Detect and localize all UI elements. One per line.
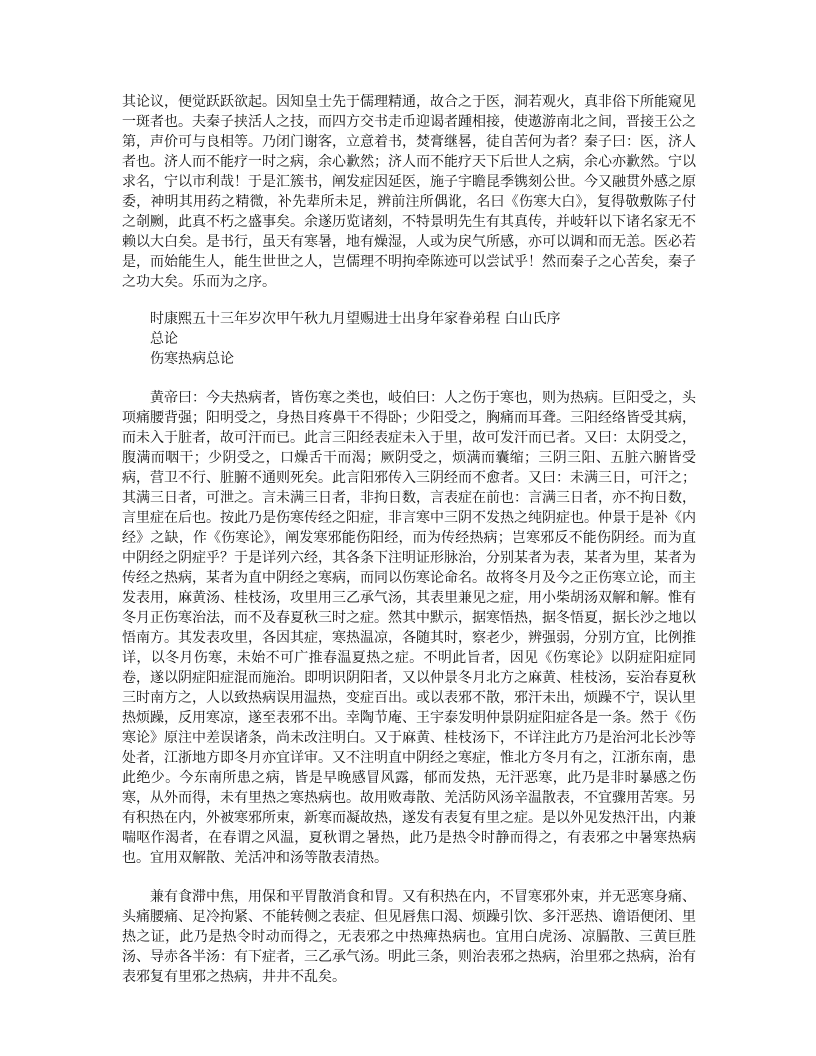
signature-line: 时康熙五十三年岁次甲午秋九月望赐进士出身年家眷弟程 白山氏序 [150,311,561,327]
subsection-title: 伤寒热病总论 [150,351,234,367]
body-paragraph: 黄帝曰：今夫热病者，皆伤寒之类也，岐伯曰：人之伤于寒也，则为热病。巨阳受之，头项痛腰背强；阳明受之，身热目疼鼻干不得卧；少阳受之，胸痛而耳聋。三阳经络皆受其病，而未入于脏者，故可汗而已。此言三阳经表症未入于里，故可发汗而已者。又曰：太阴受之，腹满而咽干；少阴受之，口燥舌干而渴；厥阴受之，烦满而囊缩；三阴三阳、五脏六腑皆受病，营卫不行、脏腑不通则死矣。此言阳邪传入三阴经而不愈者。又曰：未满三日，可汗之；其满三日者，可泄之。言未满三日者，非拘日数，言表症在前也：言满三日者，亦不拘日数，言里症在后也。按此乃是伤寒传经之阳症，非言寒中三阴不发热之纯阴症也。仲景于是补《内经》之缺，作《伤寒论》，阐发寒邪能伤阳经，而为传经热病；岂寒邪反不能伤阴经。而为直中阴经之阴症乎？于是详列六经，其各条下注明证形脉治，分别某者为表，某者为里，某者为传经之热病，某者为直中阴经之寒病，而同以伤寒论命名。故将冬月及今之正伤寒立论，而主发表用，麻黄汤、桂枝汤，攻里用三乙承气汤，其表里兼见之症，用小柴胡汤双解和解。惟有冬月正伤寒治法，而不及春夏秋三时之症。然其中默示，据寒悟热，据冬悟夏，据长沙之地以悟南方。其发表攻里，各因其症，寒热温凉，各随其时，察老少，辨强弱，分别方宜，比例推详，以冬月伤寒，未始不可广推春温夏热之症。不明此旨者，因见《伤寒论》以阴症阳症同卷，遂以阴症阳症混而施治。即明识阴阳者，又以仲景冬月北方之麻黄、桂枝汤，妄治春夏秋三时南方之，人以致热病误用温热，变症百出。或以表邪不散，邪汗未出，烦躁不宁，误认里热烦躁，反用寒凉，遂至表邪不出。幸陶节庵、王宇泰发明仲景阴症阳症各是一条。然于《伤寒论》原注中差误诸条，尚未改注明白。又于麻黄、桂枝汤下，不详注此方乃是治河北长沙等处者，江浙地方即冬月亦宜详审。又不注明直中阴经之寒症，惟北方冬月有之，江浙东南，患此绝少。今东南所患之病，皆是早晚感冒风露，郁而发热，无汗恶寒，此乃是非时暴感之伤寒，从外而得，未有里热之寒热病也。故用败毒散、羌活防风汤辛温散表，不宜骤用苦寒。另有积热在内，外被寒邪所束，新寒而凝故热，遂发有表复有里之症。是以外见发热汗出，内兼喘呕作渴者，在春谓之风温，夏秋谓之暑热，此乃是热令时静而得之，有表邪之中暑寒热病也。宜用双解散、羌活冲和汤等散表清热。 [122,390,696,866]
section-title: 总论 [150,331,178,347]
body-paragraph: 兼有食滞中焦，用保和平胃散消食和胃。又有积热在内，不冒寒邪外束，并无恶寒身痛、头痛腰痛、足冷拘紧、不能转侧之表症、但见唇焦口渴、烦躁引饮、多汗恶热、谵语便闭、里热之证，此乃是热令时动而得之，无表邪之中热痺热病也。宜用白虎汤、凉膈散、三黄巨胜汤、导赤各半汤：有下症者，三乙承气汤。明此三条，则治表邪之热病，治里邪之热病，治有表邪复有里邪之热病，井井不乱矣。 [122,889,696,985]
document-page [122,92,696,987]
preface-paragraph: 其论议，便觉跃跃欲起。因知皇士先于儒理精通，故合之于医，洞若观火，真非俗下所能窥见一斑者也。夫秦子挟活人之技，而四方交书走币迎谒者踵相接，使遨游南北之间，晋接王公之第，声价可与良相等。乃闭门谢客，立意着书，焚膏继晷，徒自苦何为者？秦子曰：医，济人者也。济人而不能疗一时之病，余心歉然；济人而不能疗天下后世人之病，余心亦歉然。宁以求名，宁以市利哉！于是汇簇书，阐发症因延医，施子宇瞻昆季镌刻公世。今又融贯外感之原委，神明其用药之精微，补先辈所未足，辨前注所偶讹，名曰《伤寒大白》，复得敬敷陈子付之剞劂，此真不朽之盛事矣。余遂历览诸刻，不特景明先生有其真传，并岐轩以下诸名家无不赖以大白矣。是书行，虽天有寒暑，地有燥湿，人或为戾气所感，亦可以调和而无恙。医必若是，而始能生人，能生世世之人，岂儒理不明拘牵陈迹可以尝试乎！然而秦子之心苦矣，秦子之功大矣。乐而为之序。 [122,94,696,290]
